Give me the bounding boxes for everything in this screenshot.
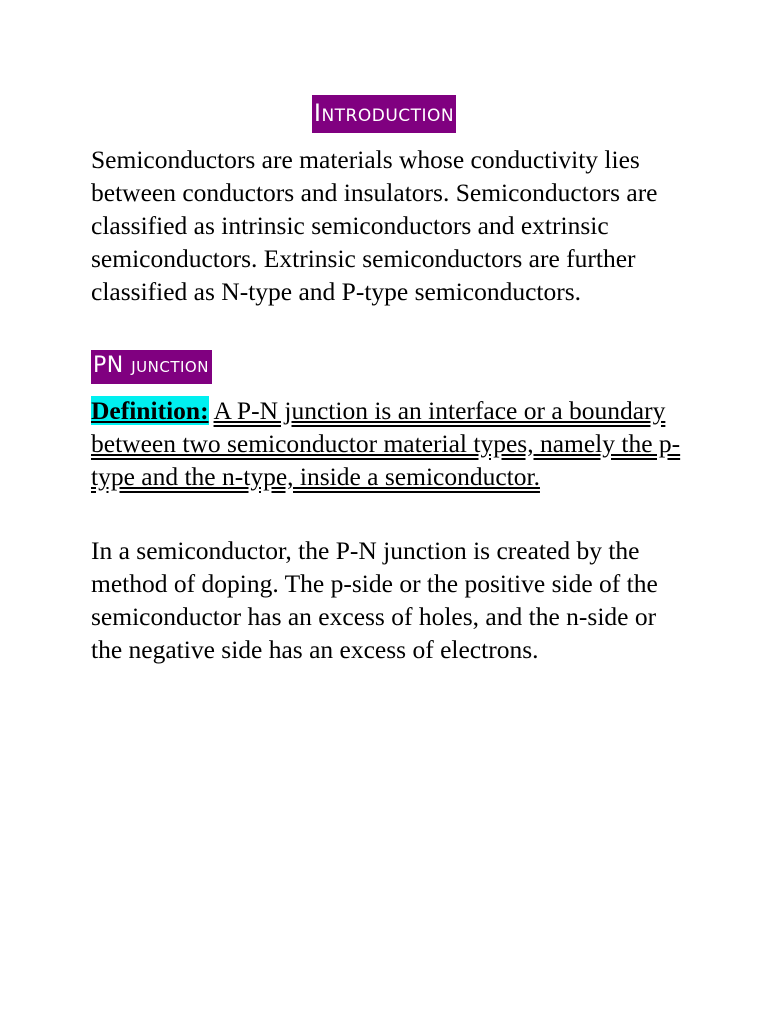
pn-junction-heading-container: [91, 350, 212, 384]
pn-junction-paragraph: In a semiconductor, the P-N junction is created by the method of doping. The p-side or the positive side of the semiconductor has an excess of holes, and the n-side or the negative side has an excess of electrons.: [91, 536, 658, 664]
introduction-paragraph: Semiconductors are materials whose conductivity lies between conductors and insulators. Semiconductors are classified as intrinsic semiconductors and extrinsic semiconductors. Extrinsic semiconductors are further classified as N-type and P-type semiconductors.: [91, 145, 658, 306]
pn-junction-heading: PN junction: [91, 350, 212, 384]
definition-label: Definition:: [91, 396, 209, 425]
introduction-heading: Introduction: [312, 95, 456, 133]
definition-paragraph: [91, 394, 681, 493]
definition-text: A P-N junction is an interface or a boundary between two semiconductor material types, namely the p-type and the n-type, inside a semiconductor.: [91, 396, 681, 491]
introduction-heading-container: [0, 95, 768, 133]
